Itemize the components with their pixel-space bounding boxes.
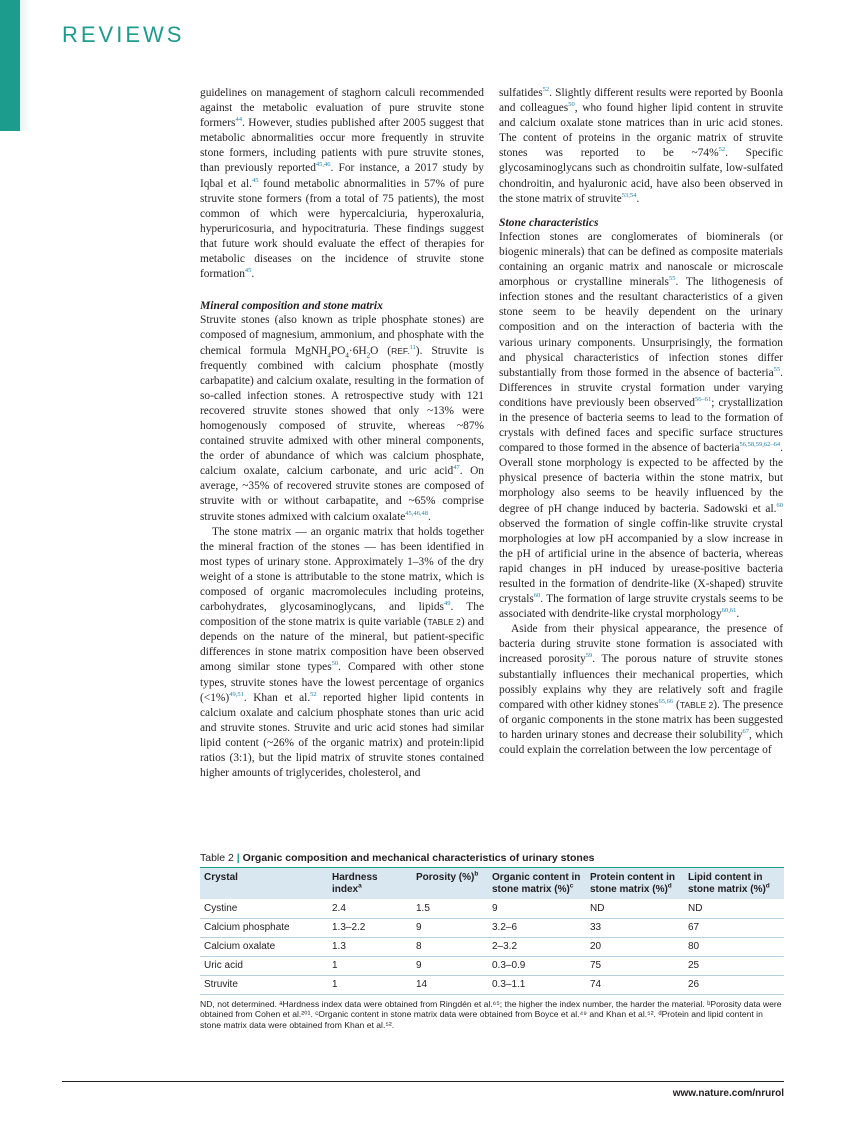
citation[interactable]: 45 bbox=[252, 176, 259, 184]
section-heading-stone: Stone characteristics bbox=[499, 215, 599, 229]
footer-divider bbox=[62, 1081, 784, 1082]
citation[interactable]: 55 bbox=[773, 365, 781, 373]
section-tab-bar bbox=[0, 0, 20, 131]
citation[interactable]: 11 bbox=[409, 343, 416, 351]
footer-url[interactable]: www.nature.com/nrurol bbox=[672, 1088, 784, 1099]
citation[interactable]: 45 bbox=[244, 267, 252, 275]
table-link[interactable]: TABLE 2 bbox=[679, 699, 714, 710]
col-header-hardness: Hardness index$^a$ bbox=[328, 868, 412, 899]
table-caption: Table 2 | Organic composition and mechanical characteristics of urinary stones bbox=[200, 852, 784, 868]
table-row: Cystine 2.4 1.5 9 ND ND bbox=[200, 899, 784, 918]
citation[interactable]: 53,54 bbox=[621, 191, 637, 199]
table-label: Table 2 bbox=[200, 852, 234, 864]
right-column bbox=[499, 86, 783, 758]
table-row: Calcium phosphate 1.3–2.2 9 3.2–6 33 67 bbox=[200, 918, 784, 937]
citation[interactable]: 47 bbox=[453, 464, 460, 472]
col-header-protein: Protein content in stone matrix (%)$^d$ bbox=[586, 868, 684, 899]
citation[interactable]: 55 bbox=[669, 275, 676, 283]
table-title: Organic composition and mechanical characteristics of urinary stones bbox=[242, 852, 595, 864]
citation[interactable]: 44 bbox=[235, 116, 242, 124]
citation[interactable]: 52 bbox=[718, 146, 726, 154]
left-paragraph-3: The stone matrix — an organic matrix that holds together the mineral fraction of the stones — has been identified in most types of urinary stone. Approximately 1–3% of the dry weight of a stone is attributable to the stone matrix, which is composed of organic macromolecules including proteins, carbohydrates, glycosaminoglycans, and lipids$^{49}$. The composition of the stone matrix is quite variable (TABLE 2) and depends on the nature of the mineral, but patient-specific differences in stone matrix composition have been observed among similar stone types$^{50}$. Compared with other stone types, struvite stones have the lowest percentage of organics (<1%)$^{49,51}$. Khan et al.$^{52}$ reported higher lipid contents in calcium oxalate and calcium phosphate stones than uric acid and struvite stones. Struvite and uric acid stones had similar lipid content (~26% of the organic matrix) and protein:lipid ratios (3:1), but the lipid matrix of struvite stones contained higher amounts of triglycerides, cholesterol, and bbox=[200, 525, 485, 780]
col-header-crystal: Crystal bbox=[200, 868, 328, 899]
col-header-organic: Organic content in stone matrix (%)$^c$ bbox=[488, 868, 586, 899]
citation[interactable]: 56,58,59,62–64 bbox=[739, 441, 781, 449]
citation[interactable]: 52 bbox=[542, 86, 550, 94]
table-row: Calcium oxalate 1.3 8 2–3.2 20 80 bbox=[200, 937, 784, 956]
citation[interactable]: 50 bbox=[568, 101, 575, 109]
col-header-lipid: Lipid content in stone matrix (%)$^d$ bbox=[684, 868, 784, 899]
citation[interactable]: 50 bbox=[331, 660, 339, 668]
left-paragraph-2: Struvite stones (also known as triple phosphate stones) are composed of magnesium, ammonium, and phosphate with the chemical formula $MgNH_4PO_4\cdot 6H_2O$ (REF.$^{11}$). Struvite is frequently combined with calcium phosphate (mostly carbapatite) and calcium oxalate, resulting in the formation of so-called infection stones. A retrospective study with 121 recovered struvite stones showed that only ~13% were homogenously composed of struvite, whereas ~87% contained struvite admixed with other mineral components, the order of abundance of which was calcium phosphate, calcium oxalate, calcium carbonate, and uric acid$^{47}$. On average, ~35% of recovered struvite stones are composed of struvite with or without carbapatite, and ~65% comprise struvite stones admixed with calcium oxalate$^{45,46,48}$. bbox=[200, 314, 484, 523]
citation[interactable]: 59 bbox=[585, 652, 593, 660]
citation[interactable]: 65,66 bbox=[658, 697, 674, 705]
right-paragraph-2: Infection stones are conglomerates of biominerals (or biogenic minerals) that can be defined as composite materials containing an organic matrix and nanoscale or microscale amorphous or crystalline minerals$^{55}$. The lithogenesis of infection stones and the resultant characteristics of a given stone seem to be heavily dependent on the urinary composition and on the interaction of bacteria with the various urinary components. Unsurprisingly, the formation and physical characteristics of infection stones differ substantially from those formed in the absence of bacteria$^{55}$. Differences in struvite crystal formation under varying conditions have previously been observed$^{56-61}$; crystallization in the presence of bacteria seems to lead to the formation of crystals with defined faces and specific surface structures compared to those formed in the absence of bacteria$^{56,58,59,62-64}$. Overall stone morphology is expected to be affected by the physical presence of bacteria within the stone matrix, but morphology also seems to be heavily influenced by the degree of pH change induced by bacteria. Sadowski et al.$^{60}$ observed the formation of single coffin-like struvite crystal morphologies at low pH accompanied by a slow increase in the pH of artificial urine in the absence of bacteria, whereas rapid changes in pH induced by urease-positive bacteria resulted in the formation of dendrite-like (X-shaped) struvite crystals$^{60}$. The formation of large struvite crystals seems to be associated with dendrite-like crystal morphology$^{60,61}$. bbox=[499, 230, 783, 621]
table-header-row bbox=[200, 868, 784, 899]
citation[interactable]: 60,61 bbox=[721, 607, 737, 615]
table-link[interactable]: TABLE 2 bbox=[427, 617, 461, 628]
table-row: Uric acid 1 9 0.3–0.9 75 25 bbox=[200, 956, 784, 975]
citation[interactable]: 67 bbox=[742, 728, 750, 736]
citation[interactable]: 49,51 bbox=[229, 690, 244, 698]
citation[interactable]: 49 bbox=[443, 600, 451, 608]
citation[interactable]: 56–61 bbox=[694, 396, 712, 404]
col-header-porosity: Porosity (%)$^b$ bbox=[412, 868, 488, 899]
table-row: Struvite 1 14 0.3–1.1 74 26 bbox=[200, 975, 784, 994]
data-table bbox=[200, 868, 784, 995]
left-paragraph-1: guidelines on management of staghorn calculi recommended against the metabolic evaluation of pure struvite stone formers$^{44}$. However, studies published after 2005 suggest that metabolic abnormalities occur more frequently in struvite stone formers, including patients with pure struvite stones, than previously reported$^{45,46}$. For instance, a 2017 study by Iqbal et al.$^{45}$ found metabolic abnormalities in 57% of pure struvite stone formers (from a total of 75 patients), the most common of which were hypercalciuria, hyperoxaluria, hyperuricosuria, and hypocitraturia. These findings suggest that future work should evaluate the effect of therapies for metabolic diseases on the incidence of struvite stone formation$^{45}$. bbox=[200, 87, 484, 281]
citation[interactable]: 60 bbox=[533, 592, 541, 600]
citation[interactable]: 45,46,48 bbox=[405, 509, 429, 517]
left-column bbox=[200, 86, 484, 781]
section-label: REVIEWS bbox=[62, 22, 185, 47]
right-paragraph-1: sulfatides$^{52}$. Slightly different results were reported by Boonla and colleagues$^{50}$, who found higher lipid content in struvite and calcium oxalate stone matrices than in uric acid stones. The content of proteins in the organic matrix of struvite stones was reported to be ~74%$^{52}$. Specific glycosaminoglycans such as chondroitin sulfate, low-sulfated chondroitin, and hyaluronic acid, have also been observed in the stone matrix of struvite$^{53,54}$. bbox=[499, 86, 784, 205]
section-heading-mineral: Mineral composition and stone matrix bbox=[200, 299, 383, 313]
citation[interactable]: 45,46 bbox=[315, 161, 331, 169]
table-footnote: ND, not determined. ᵃHardness index data were obtained from Ringdén et al.⁶⁵; the higher the index number, the harder the material. ᵇPorosity data were obtained from Cohen et al.²⁰¹. ᶜOrganic content in stone matrix data were obtained from Boyce et al.⁴⁹ and Khan et al.⁵². ᵈProtein and lipid content in stone matrix data were obtained from Khan et al.⁵². bbox=[200, 998, 782, 1030]
table-2 bbox=[200, 852, 784, 1030]
citation[interactable]: 60 bbox=[776, 501, 783, 509]
section-tab-shadow bbox=[20, 0, 30, 131]
citation[interactable]: 52 bbox=[310, 690, 317, 698]
right-paragraph-3: Aside from their physical appearance, the presence of bacteria during struvite stone formation is associated with increased porosity$^{59}$. The porous nature of struvite stones substantially influences their mechanical properties, which possibly explains why they are relatively soft and fragile compared with other kidney stones$^{65,66}$ (TABLE 2). The presence of organic components in the stone matrix has been suggested to harden urinary stones and decrease their solubility$^{67}$, which could explain the correlation between the low percentage of bbox=[499, 623, 783, 757]
